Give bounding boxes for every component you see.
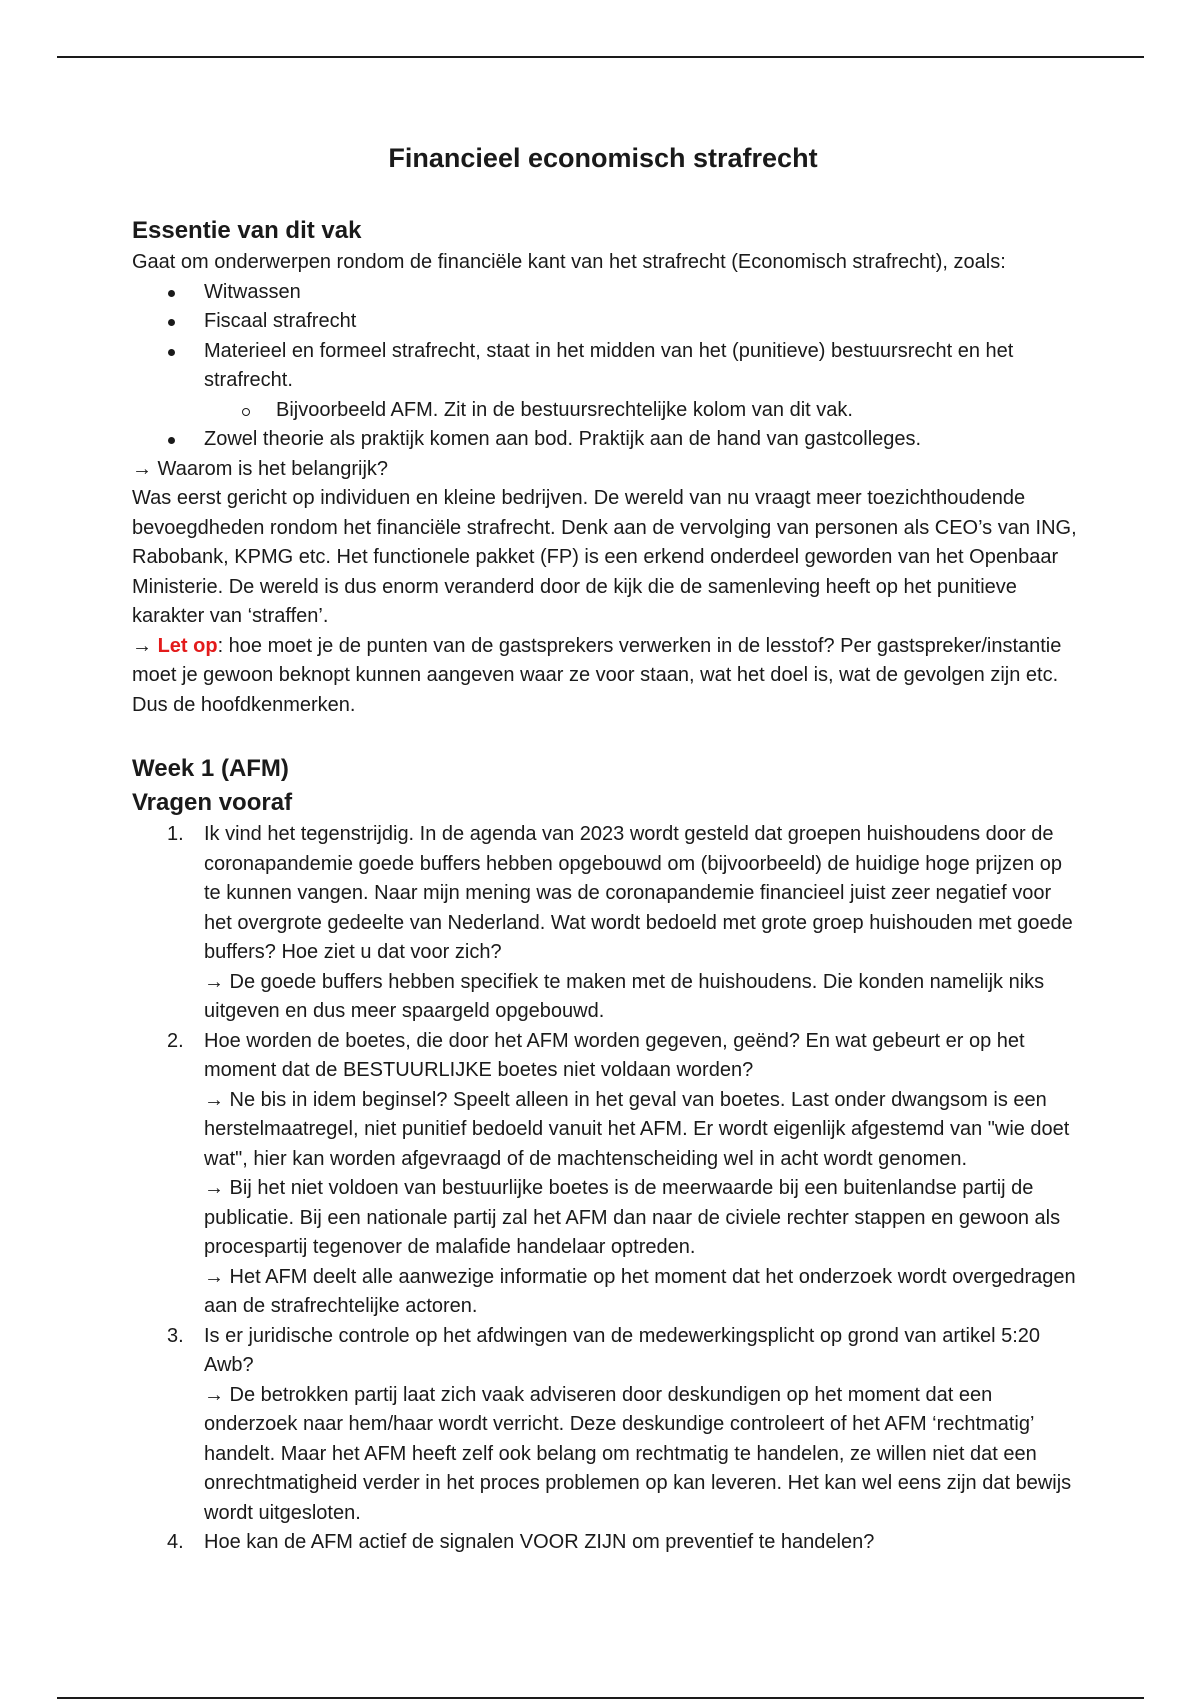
section-heading-essentie: Essentie van dit vak xyxy=(132,217,362,244)
bullet-item: Witwassen xyxy=(204,278,1082,308)
letop-label: Let op xyxy=(157,634,218,657)
question-number: 3. xyxy=(167,1324,184,1347)
question-item xyxy=(167,820,1082,1027)
bullet-text: Materieel en formeel strafrecht, staat in het midden van het (punitieve) bestuursrecht en het strafrecht. xyxy=(204,339,1014,391)
question-list xyxy=(132,820,1082,1558)
question-number: 1. xyxy=(167,823,184,845)
answer-text: → Het AFM deelt alle aanwezige informatie op het moment dat het onderzoek wordt overgedragen aan de strafrechtelijke actoren. xyxy=(204,1265,1076,1317)
sub-bullet-list xyxy=(204,396,1082,426)
letop-text: : hoe moet je de punten van de gastsprekers verwerken in de lesstof? Per gastspreker/instantie moet je gewoon beknopt kunnen aangeven waar ze voor staan, wat het doel is, wat de gevolgen zijn etc. Dus de hoofdkenmerken. xyxy=(132,634,1062,716)
bottom-rule xyxy=(57,1697,1144,1699)
question-item xyxy=(167,1322,1082,1529)
bullet-item: Fiscaal strafrecht xyxy=(204,307,1082,337)
question-number: 4. xyxy=(167,1531,184,1553)
top-rule xyxy=(57,56,1144,58)
answer-text: → Ne bis in idem beginsel? Speelt alleen in het geval van boetes. Last onder dwangsom is een herstelmaatregel, niet punitief bedoeld vanuit het AFM. Er wordt eigenlijk afgestemd van "wie doet wat", hier kan worden afgevraagd of de machtenscheiding wel in acht wordt genomen. xyxy=(204,1088,1070,1170)
arrow-icon: → xyxy=(132,634,158,657)
question-number: 2. xyxy=(167,1029,184,1052)
section-heading-week1: Week 1 (AFM) xyxy=(132,755,289,782)
question-item xyxy=(167,1528,1082,1558)
why-heading: → Waarom is het belangrijk? xyxy=(132,457,389,480)
question-text: Is er juridische controle op het afdwingen van de medewerkingsplicht op grond van artikel 5:20 Awb? xyxy=(204,1324,1041,1376)
answer-text: → De betrokken partij laat zich vaak adviseren door deskundigen op het moment dat een onderzoek naar hem/haar wordt verricht. Deze deskundige controleert of het AFM ‘rechtmatig’ handelt. Maar het AFM heeft zelf ook belang om rechtmatig te handelen, ze willen niet dat een onrechtmatigheid verder in het proces problemen op kan leveren. Het kan wel eens zijn dat bewijs wordt uitgesloten. xyxy=(204,1383,1072,1524)
question-text: Hoe kan de AFM actief de signalen VOOR ZIJN om preventief te handelen? xyxy=(204,1531,875,1553)
document-page xyxy=(132,100,1082,1558)
answer-text: → Bij het niet voldoen van bestuurlijke boetes is de meerwaarde bij een buitenlandse partij de publicatie. Bij een nationale partij zal het AFM dan naar de civiele rechter stappen en gewoon als procespartij tegenover de malafide handelaar optreden. xyxy=(204,1177,1061,1258)
question-item xyxy=(167,1027,1082,1322)
answer-text: → De goede buffers hebben specifiek te maken met de huishoudens. Die konden namelijk niks uitgeven en dus meer spaargeld opgebouwd. xyxy=(204,970,1045,1022)
document-title: Financieel economisch strafrecht xyxy=(388,143,818,173)
question-text: Ik vind het tegenstrijdig. In de agenda van 2023 wordt gesteld dat groepen huishoudens door de coronapandemie goede buffers hebben opgebouwd om (bijvoorbeeld) de huidige hoge prijzen op te kunnen vangen. Naar mijn mening was de coronapandemie financieel juist zeer negatief voor het overgrote gedeelte van Nederland. Wat wordt bedoeld met grote groep huishouden met goede buffers? Hoe ziet u dat voor zich? xyxy=(204,823,1073,963)
letop-paragraph xyxy=(132,632,1082,721)
sub-bullet-item: Bijvoorbeeld AFM. Zit in de bestuursrechtelijke kolom van dit vak. xyxy=(276,396,1082,426)
question-text: Hoe worden de boetes, die door het AFM worden gegeven, geënd? En wat gebeurt er op het moment dat de BESTUURLIJKE boetes niet voldaan worden? xyxy=(204,1029,1025,1081)
bullet-item xyxy=(204,337,1082,426)
subheading-vragen-vooraf: Vragen vooraf xyxy=(132,789,293,816)
essentie-intro: Gaat om onderwerpen rondom de financiële kant van het strafrecht (Economisch strafrecht), zoals: xyxy=(132,251,1006,273)
why-paragraph: Was eerst gericht op individuen en kleine bedrijven. De wereld van nu vraagt meer toezichthoudende bevoegdheden rondom het financiële strafrecht. Denk aan de vervolging van personen als CEO’s van ING, Rabobank, KPMG etc. Het functionele pakket (FP) is een erkend onderdeel geworden van het Openbaar Ministerie. De wereld is dus enorm veranderd door de kijk die de samenleving heeft op het punitieve karakter van ‘straffen’. xyxy=(132,487,1077,627)
bullet-item: Zowel theorie als praktijk komen aan bod. Praktijk aan de hand van gastcolleges. xyxy=(204,425,1082,455)
essentie-bullet-list xyxy=(132,278,1082,455)
